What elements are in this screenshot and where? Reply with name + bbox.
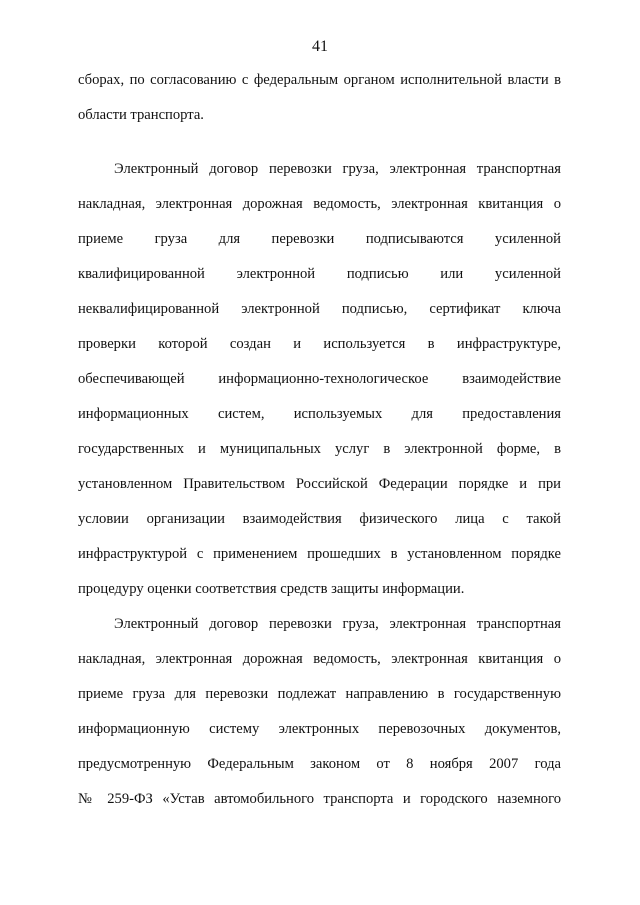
paragraph	[78, 161, 561, 597]
text-line: предусмотренную Федеральным законом от 8 ноября 2007 года	[78, 756, 561, 772]
text-line: накладная, электронная дорожная ведомость, электронная квитанция о	[78, 196, 561, 212]
text-line: процедуру оценки соответствия средств защиты информации.	[78, 581, 465, 597]
document-body	[78, 72, 561, 807]
text-line: информационную систему электронных перевозочных документов,	[78, 721, 561, 737]
text-line: установленном Правительством Российской Федерации порядке и при	[78, 476, 561, 492]
text-line: сборах, по согласованию с федеральным органом исполнительной власти в	[78, 72, 561, 88]
page-number: 41	[312, 38, 328, 55]
text-line: Электронный договор перевозки груза, электронная транспортная	[114, 616, 561, 632]
text-line: обеспечивающей информационно-технологическое взаимодействие	[78, 371, 561, 387]
text-line: накладная, электронная дорожная ведомость, электронная квитанция о	[78, 651, 561, 667]
text-line: государственных и муниципальных услуг в электронной форме, в	[78, 441, 561, 457]
text-line: приеме груза для перевозки подписываются усиленной	[78, 231, 561, 247]
text-line: области транспорта.	[78, 107, 204, 123]
text-line: инфраструктурой с применением прошедших в установленном порядке	[78, 546, 561, 562]
text-line: информационных систем, используемых для предоставления	[78, 406, 561, 422]
text-line: проверки которой создан и используется в инфраструктуре,	[78, 336, 561, 352]
text-line: неквалифицированной электронной подписью, сертификат ключа	[78, 301, 561, 317]
text-line: условии организации взаимодействия физического лица с такой	[78, 511, 561, 527]
paragraph	[78, 72, 561, 123]
text-line: Электронный договор перевозки груза, электронная транспортная	[114, 161, 561, 177]
text-line: № 259-ФЗ «Устав автомобильного транспорта и городского наземного	[78, 791, 561, 807]
paragraph	[78, 616, 561, 807]
text-line: приеме груза для перевозки подлежат направлению в государственную	[78, 686, 561, 702]
text-line: квалифицированной электронной подписью или усиленной	[78, 266, 561, 282]
